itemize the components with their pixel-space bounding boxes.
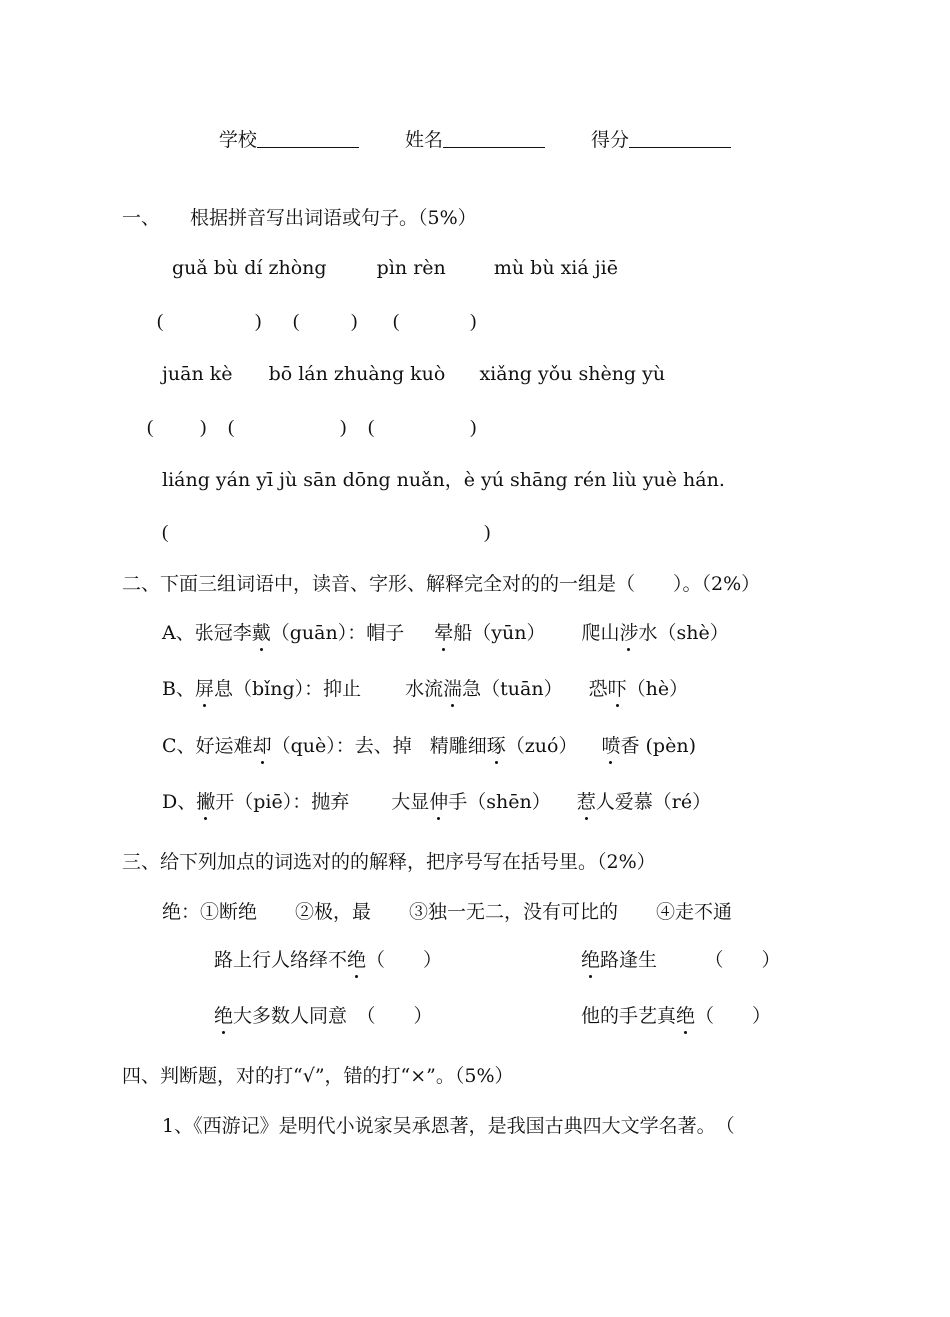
q2-option-a[interactable]: A、张冠李戴（guān）：帽子 晕船（yūn） 爬山涉水（shè） bbox=[162, 622, 729, 644]
answer-paren-4[interactable]: ( bbox=[147, 417, 154, 438]
dotted-char: 惹 bbox=[576, 791, 596, 813]
name-blank[interactable] bbox=[443, 131, 545, 148]
dotted-char: 屏 bbox=[194, 678, 214, 700]
q2-option-b[interactable]: B、屏息（bǐng）：抑止 水流湍急（tuān） 恐吓（hè） bbox=[162, 678, 689, 700]
q3-item-1[interactable]: 路上行人络绎不绝（ ） bbox=[214, 949, 443, 971]
q1-row2-pinyin bbox=[162, 362, 665, 386]
dotted-char: 晕 bbox=[434, 622, 454, 644]
school-field[interactable]: 学校 bbox=[219, 128, 359, 152]
q4-heading: 四、判断题，对的打“√”，错的打“×”。（5%） bbox=[122, 1065, 514, 1087]
answer-paren-5[interactable]: ( bbox=[228, 417, 235, 438]
dotted-char: 撇 bbox=[196, 791, 216, 813]
dotted-char: 戴 bbox=[251, 622, 271, 644]
dotted-char: 伸 bbox=[429, 791, 449, 813]
q3-definitions: 绝：①断绝 ②极，最 ③独一无二，没有可比的 ④走不通 bbox=[162, 901, 733, 923]
school-blank[interactable] bbox=[257, 131, 359, 148]
dotted-char: 琢 bbox=[486, 735, 506, 757]
q2-option-c[interactable]: C、好运难却（què）：去、掉 精雕细琢（zuó） 喷香 (pèn) bbox=[162, 735, 696, 757]
pinyin-word: xiǎng yǒu shèng yù bbox=[479, 363, 666, 385]
dotted-char: 绝 bbox=[676, 1005, 696, 1027]
q1-row1-pinyin bbox=[172, 256, 618, 280]
dotted-char: 湍 bbox=[443, 678, 463, 700]
q3-item-4[interactable]: 他的手艺真绝（ ） bbox=[581, 1005, 772, 1027]
pinyin-word: pìn rèn bbox=[376, 257, 446, 279]
pinyin-word: bō lán zhuàng kuò bbox=[268, 363, 446, 385]
dotted-char: 绝 bbox=[214, 1005, 234, 1027]
dotted-char: 涉 bbox=[619, 622, 639, 644]
answer-paren-7-close: ) bbox=[484, 522, 491, 543]
score-blank[interactable] bbox=[629, 131, 731, 148]
answer-paren-4-close: ) bbox=[200, 417, 207, 438]
answer-paren-2[interactable]: ( bbox=[293, 311, 300, 332]
answer-paren-6[interactable]: ( bbox=[368, 417, 375, 438]
dotted-char: 绝 bbox=[347, 949, 367, 971]
q1-row3-pinyin: liáng yán yī jù sān dōng nuǎn，è yú shāng rén liù yuè hán. bbox=[162, 469, 725, 491]
dotted-char: 吓 bbox=[607, 678, 627, 700]
answer-paren-2-close: ) bbox=[351, 311, 358, 332]
pinyin-word: mù bù xiá jiē bbox=[493, 257, 618, 279]
q3-heading: 三、给下列加点的词选对的的解释，把序号写在括号里。（2%） bbox=[122, 851, 656, 873]
score-field[interactable]: 得分 bbox=[591, 128, 731, 152]
q1-heading: 一、 根据拼音写出词语或句子。（5%） bbox=[122, 207, 477, 229]
pinyin-word: juān kè bbox=[162, 363, 233, 385]
dotted-char: 喷 bbox=[601, 735, 621, 757]
q3-item-2[interactable]: 绝路逢生 （ ） bbox=[581, 949, 781, 971]
pinyin-word: guǎ bù dí zhòng bbox=[172, 257, 327, 279]
q4-item-1[interactable]: 1、《西游记》是明代小说家吴承恩著，是我国古典四大文学名著。 （ bbox=[162, 1115, 735, 1137]
q2-heading: 二、下面三组词语中，读音、字形、解释完全对的的一组是（ ）。（2%） bbox=[122, 573, 761, 595]
answer-paren-6-close: ) bbox=[470, 417, 477, 438]
answer-paren-3-close: ) bbox=[470, 311, 477, 332]
dotted-char: 却 bbox=[252, 735, 272, 757]
answer-paren-1-close: ) bbox=[255, 311, 262, 332]
q3-item-3[interactable]: 绝大多数人同意 （ ） bbox=[214, 1005, 433, 1027]
answer-paren-3[interactable]: ( bbox=[393, 311, 400, 332]
answer-paren-1[interactable]: ( bbox=[157, 311, 164, 332]
answer-paren-7[interactable]: ( bbox=[162, 522, 169, 543]
dotted-char: 绝 bbox=[581, 949, 601, 971]
exam-header bbox=[0, 128, 950, 152]
q2-option-d[interactable]: D、撇开（piē）：抛弃 大显伸手（shēn） 惹人爱慕（ré） bbox=[162, 791, 712, 813]
name-field[interactable]: 姓名 bbox=[405, 128, 545, 152]
answer-paren-5-close: ) bbox=[340, 417, 347, 438]
